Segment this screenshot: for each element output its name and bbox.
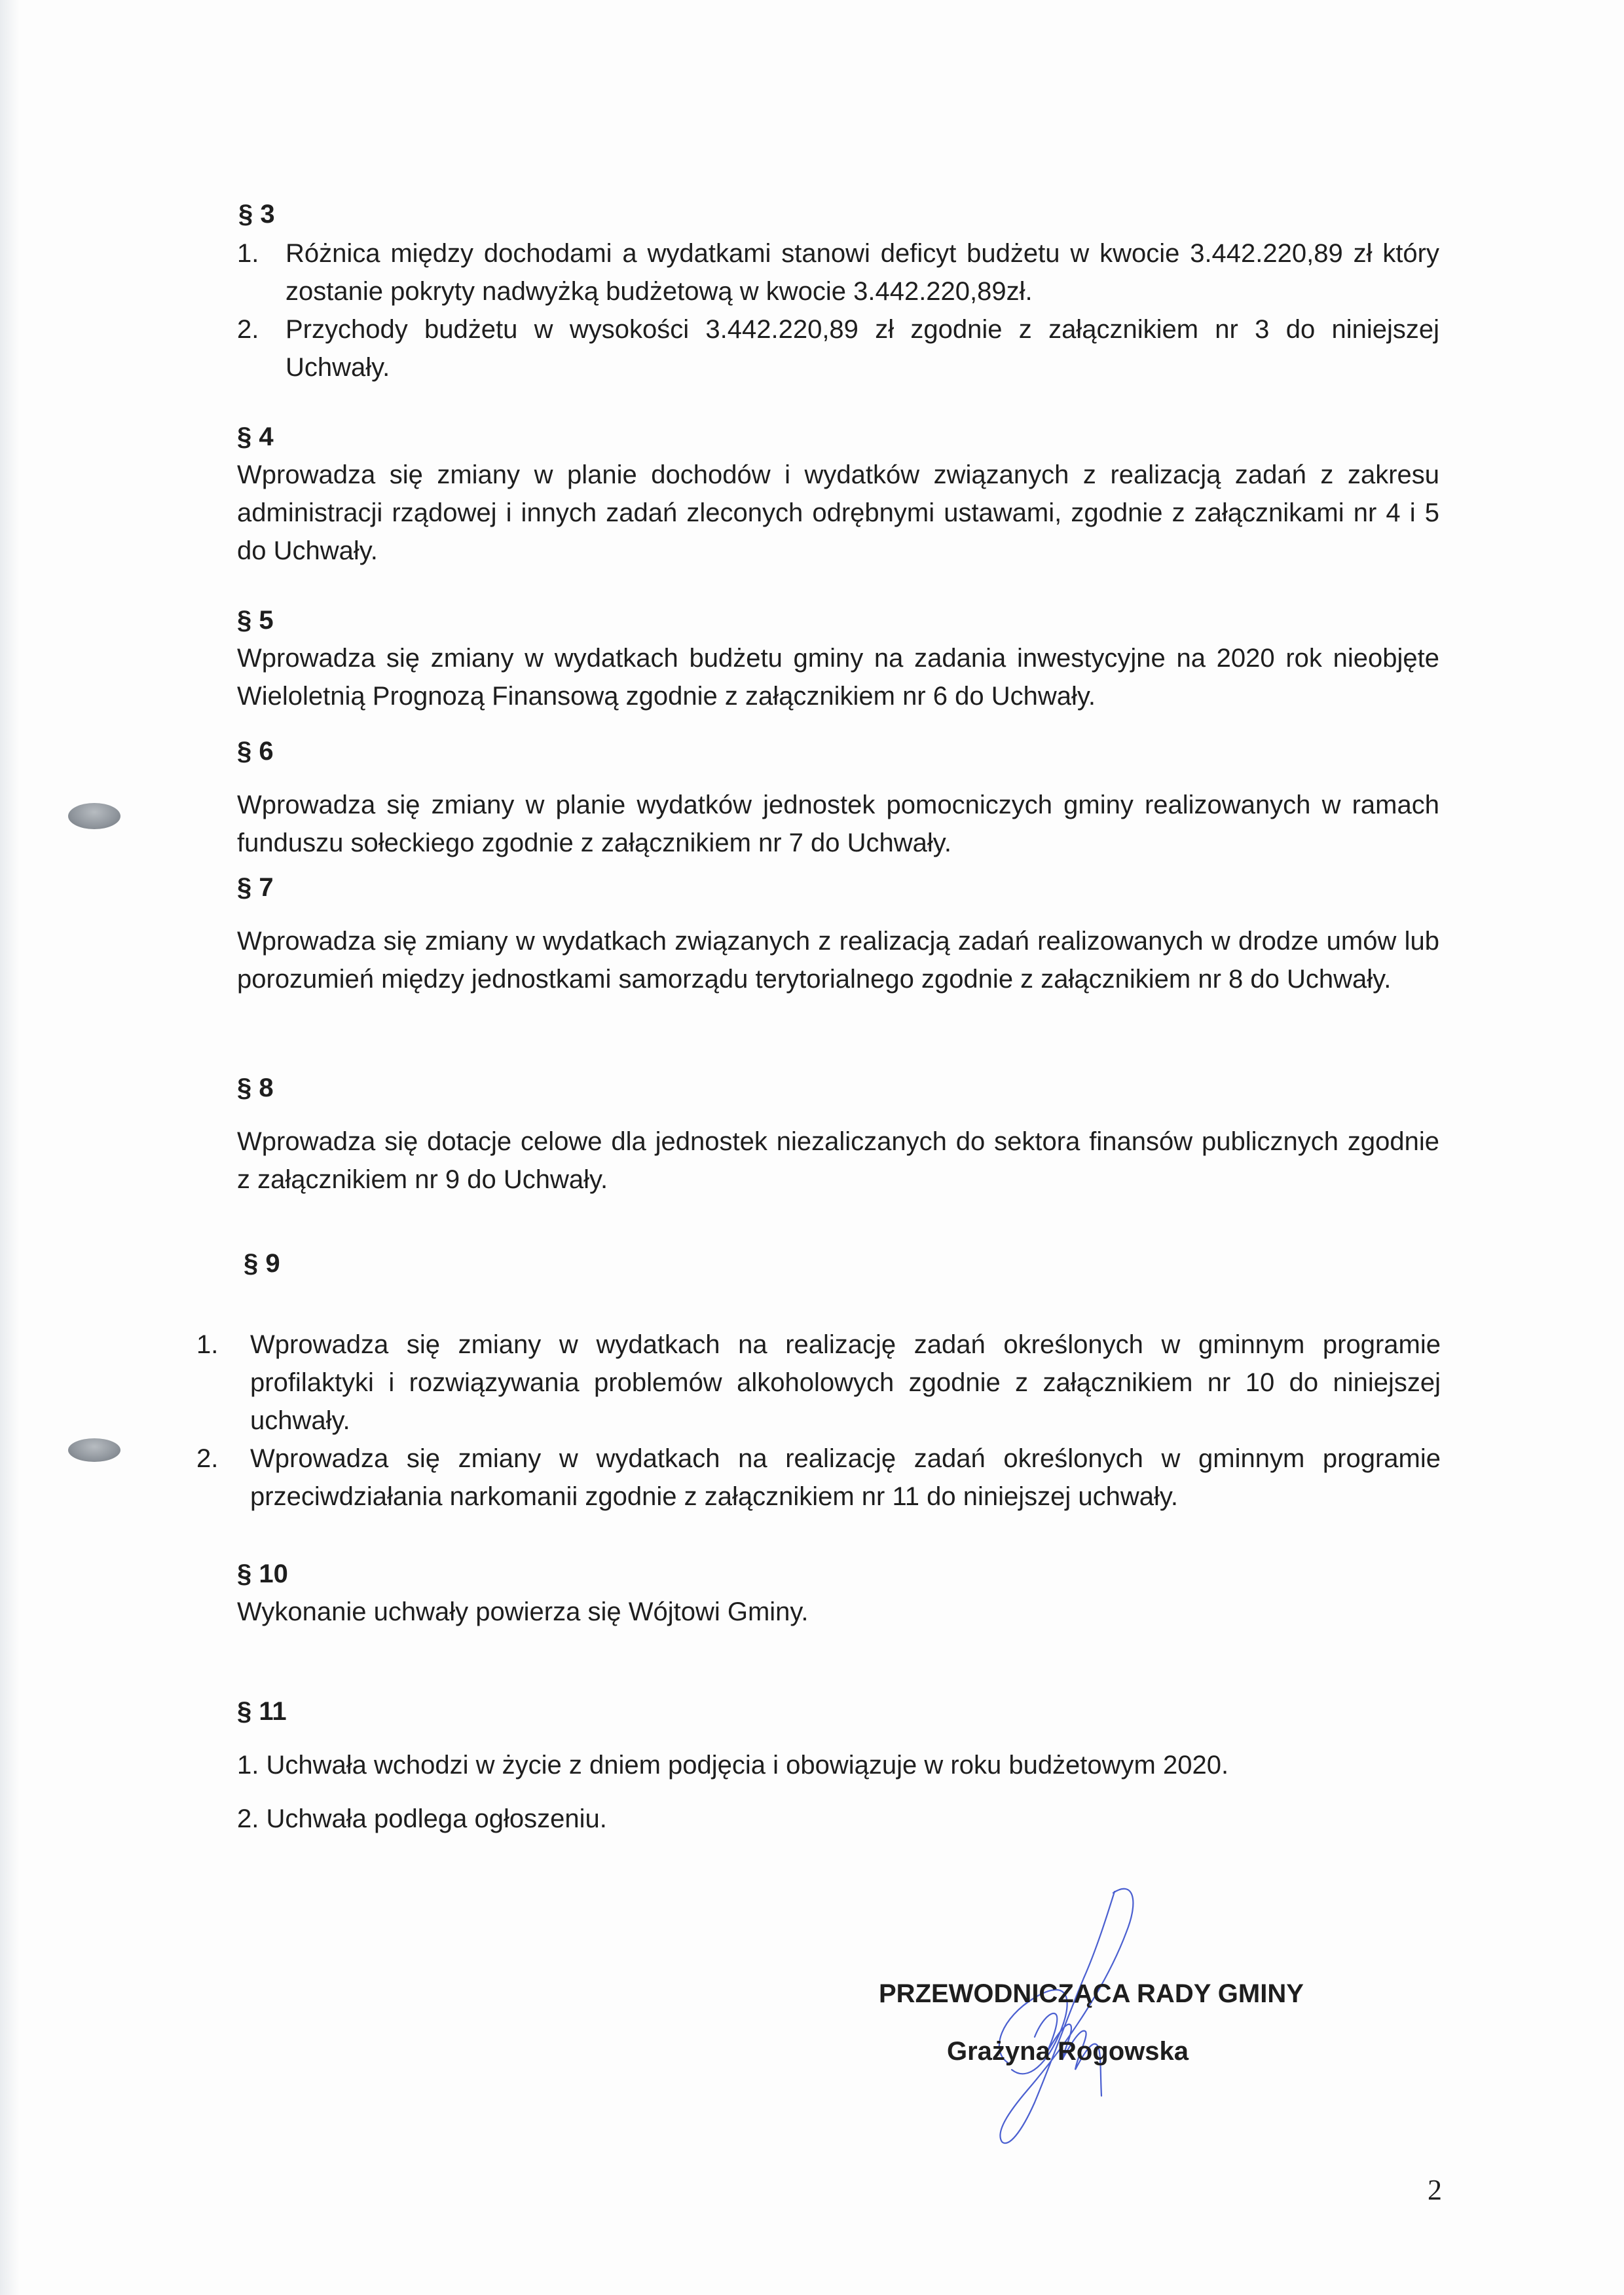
list-number: 1.: [196, 1330, 219, 1359]
signatory-name: Grażyna Rogowska: [947, 2037, 1189, 2066]
page-edge-shadow: [0, 0, 20, 2295]
section-8: [237, 1069, 1439, 1199]
section-text: Wprowadza się zmiany w planie dochodów i wydatków związanych z realizacją zadań z zakresu administracji rządowej i innych zadań zleconych odrębnymi ustawami, zgodnie z załącznikami nr 4 i 5 do Uchwały.: [237, 460, 1439, 565]
section-heading: § 7: [237, 873, 274, 902]
section-7: [237, 868, 1439, 998]
punch-hole: [68, 1438, 120, 1462]
section-text: Wprowadza się zmiany w wydatkach związanych z realizacją zadań realizowanych w drodze umów lub porozumień między jednostkami samorządu terytorialnego zgodnie z załącznikiem nr 8 do Uchwały.: [237, 927, 1439, 994]
list-number: 2.: [237, 315, 259, 344]
list-text: Przychody budżetu w wysokości 3.442.220,89 zł zgodnie z załącznikiem nr 3 do niniejszej Uchwały.: [286, 315, 1439, 382]
signature-loop-stroke: [1000, 1889, 1133, 2143]
list-item: [196, 1440, 1441, 1516]
list-text: Wprowadza się zmiany w wydatkach na realizację zadań określonych w gminnym programie przeciwdziałania narkomanii zgodnie z załącznikiem nr 11 do niniejszej uchwały.: [250, 1444, 1441, 1511]
section-3: [237, 195, 1439, 386]
list-item: [196, 1326, 1441, 1440]
signature-strokes: [999, 1889, 1134, 2143]
section-heading: § 5: [237, 606, 274, 635]
section-heading: § 8: [237, 1073, 274, 1102]
list-text: Różnica między dochodami a wydatkami stanowi deficyt budżetu w kwocie 3.442.220,89 zł który zostanie pokryty nadwyżką budżetową w kwocie 3.442.220,89zł.: [286, 239, 1439, 306]
handwritten-signature: [936, 1873, 1211, 2148]
section-text: Wykonanie uchwały powierza się Wójtowi Gminy.: [237, 1597, 809, 1626]
list-item: 1. Uchwała wchodzi w życie z dniem podjęcia i obowiązuje w roku budżetowym 2020.: [237, 1751, 1229, 1780]
section-text: Wprowadza się zmiany w planie wydatków jednostek pomocniczych gminy realizowanych w ramach funduszu sołeckiego zgodnie z załącznikiem nr 7 do Uchwały.: [237, 791, 1439, 857]
section-11: [237, 1692, 1439, 1838]
signatory-title: PRZEWODNICZĄCA RADY GMINY: [879, 1979, 1304, 2008]
list-text: Wprowadza się zmiany w wydatkach na realizację zadań określonych w gminnym programie profilaktyki i rozwiązywania problemów alkoholowych zgodnie z załącznikiem nr 10 do niniejszej uchwały.: [250, 1330, 1441, 1435]
list-item: [237, 234, 1439, 310]
section-heading: § 9: [244, 1249, 280, 1278]
punch-hole: [68, 803, 120, 829]
section-10: [237, 1555, 1439, 1631]
page-number: 2: [1428, 2174, 1442, 2206]
section-heading: § 4: [237, 422, 274, 451]
section-heading: § 10: [237, 1559, 288, 1588]
section-9: [196, 1244, 1441, 1516]
section-4: [237, 418, 1439, 570]
section-text: Wprowadza się zmiany w wydatkach budżetu gminy na zadania inwestycyjne na 2020 rok nieobjęte Wieloletnią Prognozą Finansową zgodnie z załącznikiem nr 6 do Uchwały.: [237, 644, 1439, 711]
section-5: [237, 601, 1439, 715]
list-number: 2.: [196, 1444, 219, 1473]
section-text: Wprowadza się dotacje celowe dla jednostek niezaliczanych do sektora finansów publicznych zgodnie z załącznikiem nr 9 do Uchwały.: [237, 1127, 1439, 1194]
list-number: 1.: [237, 239, 259, 268]
section-6: [237, 732, 1439, 862]
list-item: [237, 310, 1439, 386]
list-item: 2. Uchwała podlega ogłoszeniu.: [237, 1804, 607, 1833]
section-heading: § 3: [238, 200, 275, 229]
section-heading: § 6: [237, 737, 274, 766]
section-heading: § 11: [237, 1697, 287, 1726]
